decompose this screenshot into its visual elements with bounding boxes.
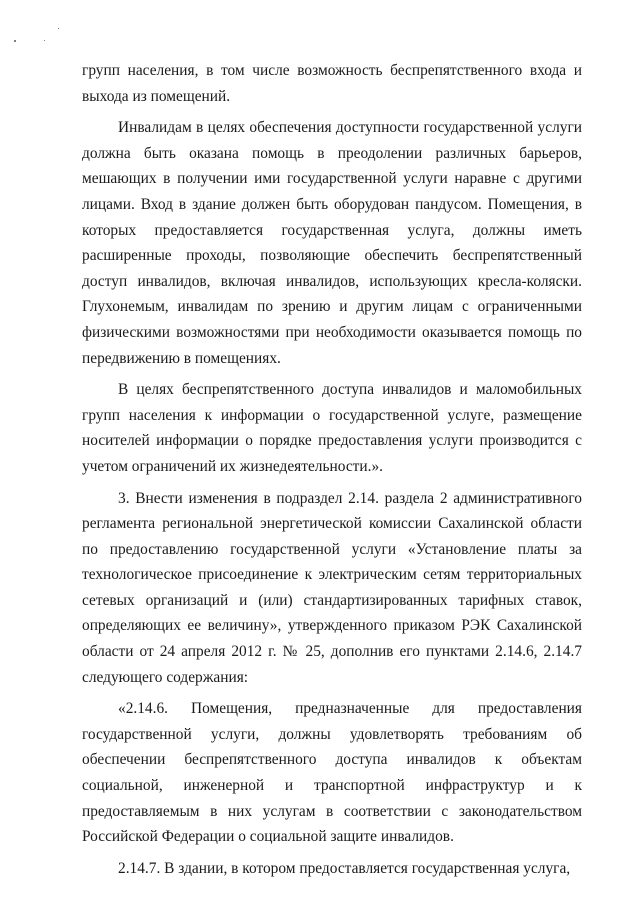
paragraph-3: В целях беспрепятственного доступа инвалидов и маломобильных групп населения к информации о государственной услуге, размещение носителей информации о порядке предоставления услуги производится с учетом ограничений их жизнедеятельности.». xyxy=(82,381,582,475)
scan-speck xyxy=(14,40,16,42)
scan-speck xyxy=(44,40,45,41)
paragraph-6: 2.14.7. В здании, в котором предоставляется государственная услуга, xyxy=(118,859,571,877)
paragraph-4: 3. Внести изменения в подраздел 2.14. раздела 2 административного регламента региональной энергетической комиссии Сахалинской области по предоставлению государственной услуги «Установление платы за технологическое присоединение к электрическим сетям территориальных сетевых организаций и (или) стандартизированных тарифных ставок, определяющих ее величину», утвержденного приказом РЭК Сахалинской области от 24 апреля 2012 г. № 25, дополнив его пунктами 2.14.6, 2.14.7 следующего содержания: xyxy=(82,489,582,686)
document-body xyxy=(82,58,582,881)
paragraph-2: Инвалидам в целях обеспечения доступности государственной услуги должна быть оказана помощь в преодолении различных барьеров, мешающих в получении ими государственной услуги наравне с другими лицами. Вход в здание должен быть оборудован пандусом. Помещения, в которых предоставляется государственная услуга, должны иметь расширенные проходы, позволяющие обеспечить беспрепятственный доступ инвалидов, включая инвалидов, использующих кресла-коляски. Глухонемым, инвалидам по зрению и другим лицам с ограниченными физическими возможностями при необходимости оказывается помощь по передвижению в помещениях. xyxy=(82,119,582,367)
scan-speck xyxy=(58,28,59,29)
paragraph-1: групп населения, в том числе возможность беспрепятственного входа и выхода из помещений. xyxy=(82,62,582,105)
paragraph-5: «2.14.6. Помещения, предназначенные для предоставления государственной услуги, должны удовлетворять требованиям об обеспечении беспрепятственного доступа инвалидов к объектам социальной, инженерной и транспортной инфраструктур и к предоставляемым в них услугам в соответствии с законодательством Российской Федерации о социальной защите инвалидов. xyxy=(82,700,582,846)
